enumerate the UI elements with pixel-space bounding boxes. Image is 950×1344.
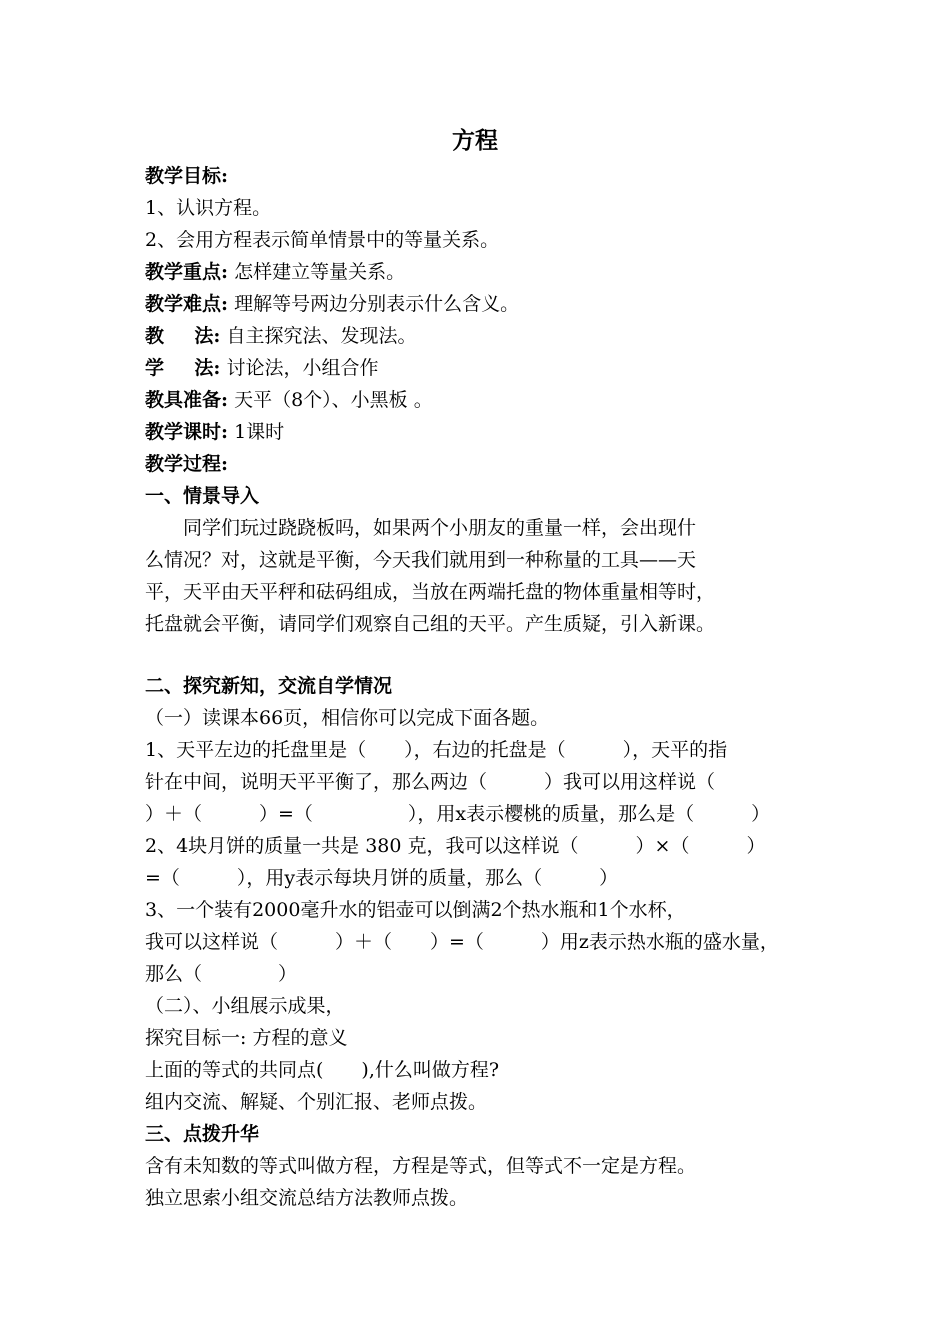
teaching-method-row [145, 320, 416, 352]
section-3-heading: 三、点拨升华 [145, 1123, 260, 1145]
section-2-line: （二）、小组展示成果， [145, 995, 345, 1017]
section-3-line: 独立思索小组交流总结方法教师点拨。 [145, 1187, 469, 1209]
hours-label: 教学课时: [145, 421, 229, 443]
section-2-line: ）＋（ ）=（ ），用x表示樱桃的质量，那么是（ ） [145, 803, 771, 825]
tools-row [145, 384, 433, 416]
key-point-row [145, 256, 405, 288]
section-2-line: 2、4块月饼的质量一共是 380 克，我可以这样说（ ）×（ ） [145, 835, 766, 857]
difficulty-text: 理解等号两边分别表示什么含义。 [234, 293, 520, 315]
key-point-text: 怎样建立等量关系。 [234, 261, 406, 283]
tools-text: 天平（8个）、小黑板 。 [234, 389, 433, 411]
teaching-method-text: 自主探究法、发现法。 [226, 325, 417, 347]
section-1-line: 么情况？对，这就是平衡，今天我们就用到一种称量的工具——天 [145, 549, 697, 571]
section-1-line: 托盘就会平衡，请同学们观察自己组的天平。产生质疑，引入新课。 [145, 613, 716, 635]
section-2-line: 针在中间，说明天平平衡了，那么两边（ ）我可以用这样说（ [145, 771, 716, 793]
objective-2: 2、会用方程表示简单情景中的等量关系。 [145, 229, 500, 251]
objectives-heading: 教学目标: [145, 165, 229, 187]
section-1-line: 平，天平由天平秤和砝码组成，当放在两端托盘的物体重量相等时， [145, 581, 716, 603]
section-2-line: 3、一个装有2000毫升水的铝壶可以倒满2个热水瓶和1个水杯， [145, 899, 686, 921]
hours-row [145, 416, 284, 448]
learning-method-label-b: 法: [194, 357, 221, 379]
section-2-line: 那么（ ） [145, 963, 298, 985]
learning-method-row [145, 352, 378, 384]
section-2-line: 上面的等式的共同点( ),什么叫做方程? [145, 1059, 500, 1081]
key-point-label: 教学重点: [145, 261, 229, 283]
process-heading: 教学过程: [145, 453, 229, 475]
teaching-method-label-b: 法: [194, 325, 221, 347]
objective-1: 1、认识方程。 [145, 197, 272, 219]
section-3-line: 含有未知数的等式叫做方程，方程是等式，但等式不一定是方程。 [145, 1155, 697, 1177]
learning-method-text: 讨论法，小组合作 [226, 357, 379, 379]
section-2-line: （一）读课本66页，相信你可以完成下面各题。 [145, 707, 550, 729]
section-2-line: 探究目标一: 方程的意义 [145, 1027, 348, 1049]
difficulty-row [145, 288, 519, 320]
tools-label: 教具准备: [145, 389, 229, 411]
section-1-line: 同学们玩过跷跷板吗，如果两个小朋友的重量一样，会出现什 [145, 517, 697, 539]
hours-text: 1课时 [234, 421, 285, 443]
section-2-line: =（ ），用y表示每块月饼的质量，那么（ ） [145, 867, 619, 889]
section-2-heading: 二、探究新知，交流自学情况 [145, 675, 393, 697]
difficulty-label: 教学难点: [145, 293, 229, 315]
document-title: 方程 [452, 127, 498, 154]
section-2-line: 我可以这样说（ ）＋（ ）=（ ）用z表示热水瓶的盛水量， [145, 931, 779, 953]
learning-method-label-a: 学 [145, 357, 165, 379]
section-2-line: 组内交流、解疑、个别汇报、老师点拨。 [145, 1091, 488, 1113]
section-2-line: 1、天平左边的托盘里是（ ），右边的托盘是（ ），天平的指 [145, 739, 728, 761]
teaching-method-label-a: 教 [145, 325, 165, 347]
section-1-heading: 一、情景导入 [145, 485, 260, 507]
